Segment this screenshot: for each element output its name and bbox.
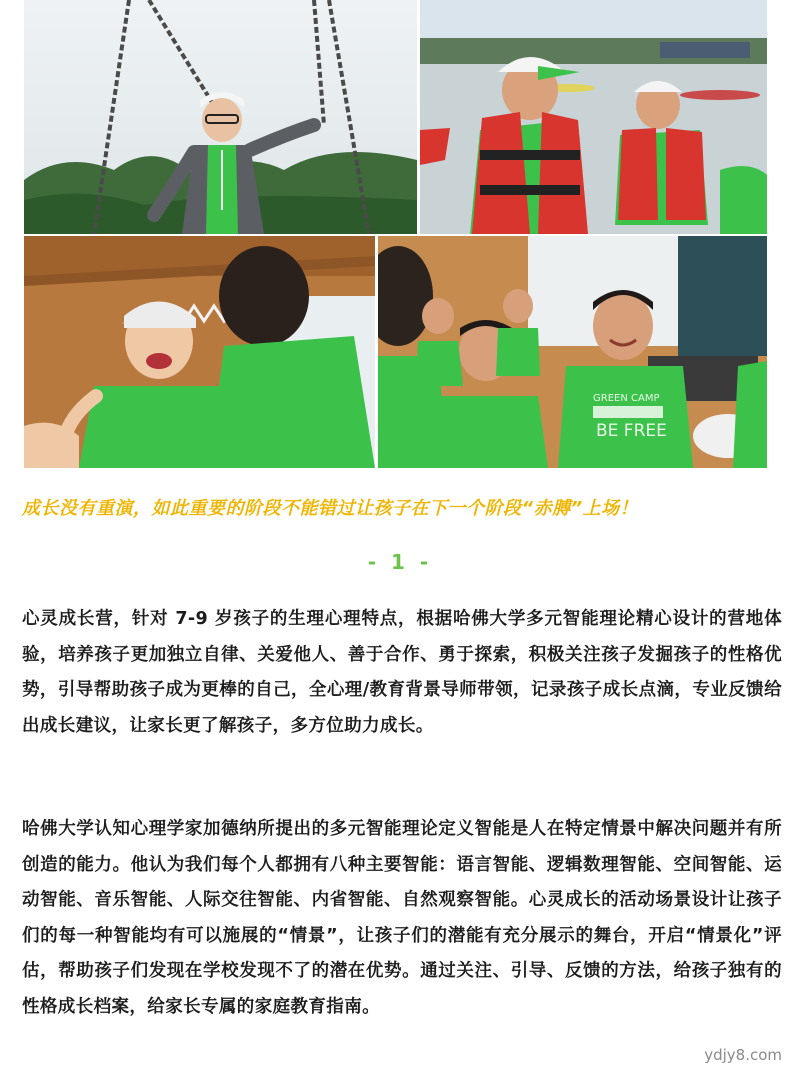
highlight-text: 成长没有重演，如此重要的阶段不能错过让孩子在下一个阶段“赤膊”上场！ — [22, 498, 639, 519]
shirt-camp-text: GREEN CAMP — [593, 393, 660, 404]
shirt-slogan-text: BE FREE — [596, 421, 667, 441]
section-number: - 1 - — [367, 550, 433, 574]
photo-kids-life-jackets — [420, 0, 767, 234]
photo-boys-classroom — [378, 236, 767, 468]
photo-boy-on-swing — [24, 0, 417, 234]
watermark: ydjy8.com — [704, 1046, 782, 1064]
paragraph-theory: 哈佛大学认知心理学家加德纳所提出的多元智能理论定义智能是人在特定情景中解决问题并有所创造的能力。他认为我们每个人都拥有八种主要智能：语言智能、逻辑数理智能、空间智能、运动智能、音乐智能、人际交往智能、内省智能、自然观察智能。心灵成长的活动场景设计让孩子们的每一种智能均有可以施展的“情景”，让孩子们的潜能有充分展示的舞台，开启“情景化”评估，帮助孩子们发现在学校发现不了的潜在优势。通过关注、引导、反馈的方法，给孩子独有的性格成长档案，给家长专属的家庭教育指南。 — [22, 819, 782, 1017]
paragraph-intro: 心灵成长营，针对 7-9 岁孩子的生理心理特点，根据哈佛大学多元智能理论精心设计的营地体验，培养孩子更加独立自律、关爱他人、善于合作、勇于探索，积极关注孩子发掘孩子的性格优势，引导帮助孩子成为更棒的自己，全心理/教育背景导师带领，记录孩子成长点滴，专业反馈给出成长建议，让家长更了解孩子，多方位助力成长。 — [22, 609, 782, 736]
photo-laughing-girl — [24, 236, 375, 468]
